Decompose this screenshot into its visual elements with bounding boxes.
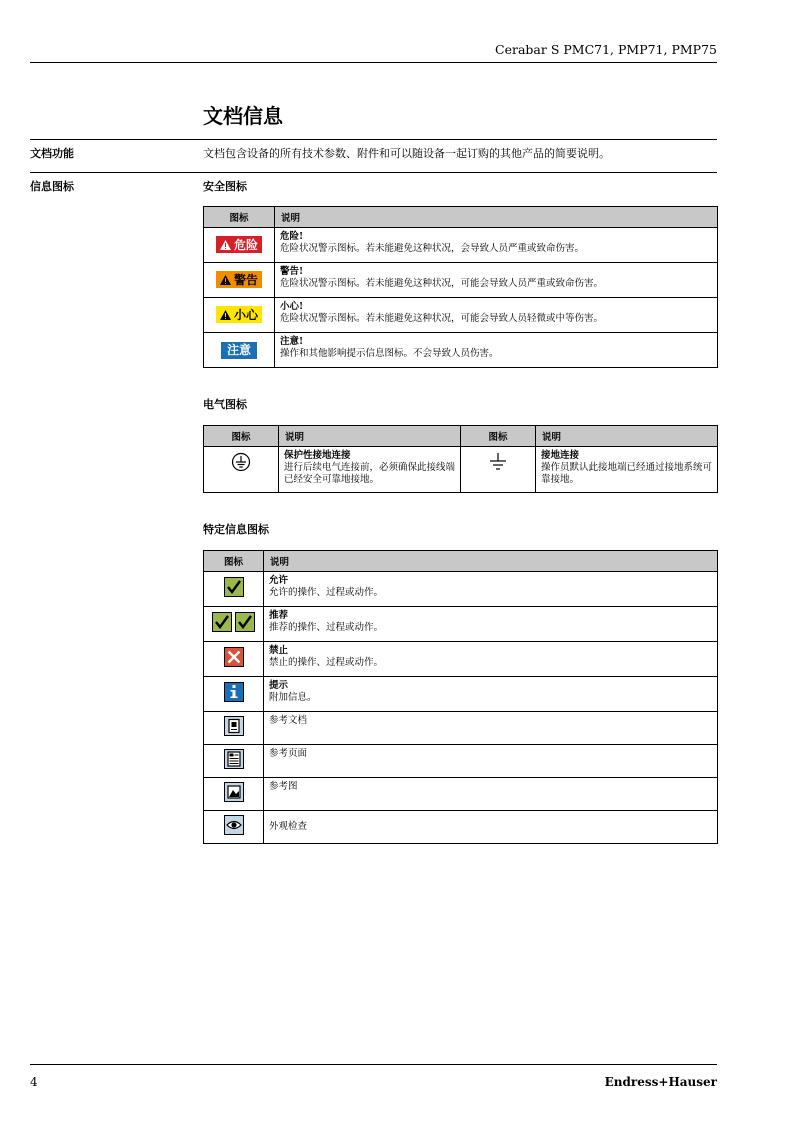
row-description: 操作员默认此接地端已经通过接地系统可靠接地。	[541, 462, 713, 485]
forbidden-x-icon	[224, 659, 244, 670]
electrical-symbols-table	[203, 425, 718, 493]
table-row	[204, 572, 718, 607]
table-row	[204, 447, 718, 493]
column-header-description: 说明	[275, 207, 718, 228]
row-title: 警告!	[280, 266, 304, 277]
tip-info-icon	[224, 694, 244, 705]
column-header-description: 说明	[279, 426, 461, 447]
row-description: 参考页面	[269, 748, 308, 759]
specific-symbols-table	[203, 550, 718, 844]
table-header-row	[204, 426, 718, 447]
row-description: 外观检查	[269, 821, 308, 832]
brand-logo: Endress+Hauser	[604, 1075, 717, 1089]
row-description: 参考文档	[269, 715, 308, 726]
footer-rule	[30, 1064, 717, 1065]
notice-label-icon: 注意	[221, 342, 257, 359]
doc-function-label: 文档功能	[30, 147, 74, 160]
row-description: 危险状况警示图标。若未能避免这种状况，可能会导致人员轻微或中等伤害。	[280, 313, 604, 324]
table-row	[204, 333, 718, 368]
table-row	[204, 263, 718, 298]
reference-graphic-icon	[224, 794, 244, 805]
preferred-double-check-icon	[212, 624, 256, 635]
protective-earth-icon	[231, 464, 251, 475]
table-row	[204, 298, 718, 333]
row-title: 小心!	[280, 301, 304, 312]
ground-icon	[488, 464, 508, 475]
visual-inspection-eye-icon	[224, 827, 244, 838]
section-rule	[30, 172, 717, 173]
row-description: 允许的操作、过程或动作。	[269, 587, 384, 598]
header-doc-title: Cerabar S PMC71, PMP71, PMP75	[495, 42, 717, 57]
row-title: 注意!	[280, 336, 304, 347]
table-row	[204, 811, 718, 844]
table-row	[204, 228, 718, 263]
row-title: 允许	[269, 575, 289, 586]
table-header-row	[204, 207, 718, 228]
safety-symbols-heading: 安全图标	[203, 180, 247, 193]
row-description: 推荐的操作、过程或动作。	[269, 622, 384, 633]
column-header-description: 说明	[264, 551, 718, 572]
column-header-symbol: 图标	[204, 551, 264, 572]
column-header-symbol: 图标	[204, 207, 275, 228]
row-title: 接地连接	[541, 450, 580, 461]
row-title: 危险!	[280, 231, 304, 242]
warning-label-icon: 警告	[216, 271, 262, 288]
reference-page-icon	[224, 761, 244, 772]
reference-document-icon	[224, 728, 244, 739]
row-description: 进行后续电气连接前，必须确保此接线端已经安全可靠地接地。	[284, 462, 456, 485]
table-header-row	[204, 551, 718, 572]
section-rule	[30, 139, 717, 140]
doc-function-text: 文档包含设备的所有技术参数、附件和可以随设备一起订购的其他产品的简要说明。	[203, 147, 610, 160]
table-row	[204, 778, 718, 811]
row-description: 附加信息。	[269, 692, 317, 703]
row-title: 推荐	[269, 610, 289, 621]
page-title: 文档信息	[203, 104, 283, 128]
caution-label-icon: 小心	[216, 306, 262, 323]
row-title: 提示	[269, 680, 289, 691]
row-title: 保护性接地连接	[284, 450, 351, 461]
row-title: 禁止	[269, 645, 289, 656]
row-description: 危险状况警示图标。若未能避免这种状况，可能会导致人员严重或致命伤害。	[280, 278, 604, 289]
row-description: 参考图	[269, 781, 298, 792]
table-row	[204, 642, 718, 677]
row-description: 操作和其他影响提示信息图标。不会导致人员伤害。	[280, 348, 499, 359]
info-symbols-label: 信息图标	[30, 180, 74, 193]
safety-symbols-table	[203, 206, 718, 368]
specific-symbols-heading: 特定信息图标	[203, 523, 269, 536]
table-row	[204, 677, 718, 712]
column-header-description: 说明	[536, 426, 718, 447]
danger-label-icon: 危险	[216, 236, 262, 253]
column-header-symbol: 图标	[461, 426, 536, 447]
allowed-check-icon	[224, 589, 244, 600]
page-number: 4	[30, 1075, 38, 1089]
table-row	[204, 607, 718, 642]
column-header-symbol: 图标	[204, 426, 279, 447]
electrical-symbols-heading: 电气图标	[203, 398, 247, 411]
table-row	[204, 712, 718, 745]
row-description: 危险状况警示图标。若未能避免这种状况，会导致人员严重或致命伤害。	[280, 243, 585, 254]
row-description: 禁止的操作、过程或动作。	[269, 657, 384, 668]
table-row	[204, 745, 718, 778]
header-rule	[30, 62, 717, 63]
